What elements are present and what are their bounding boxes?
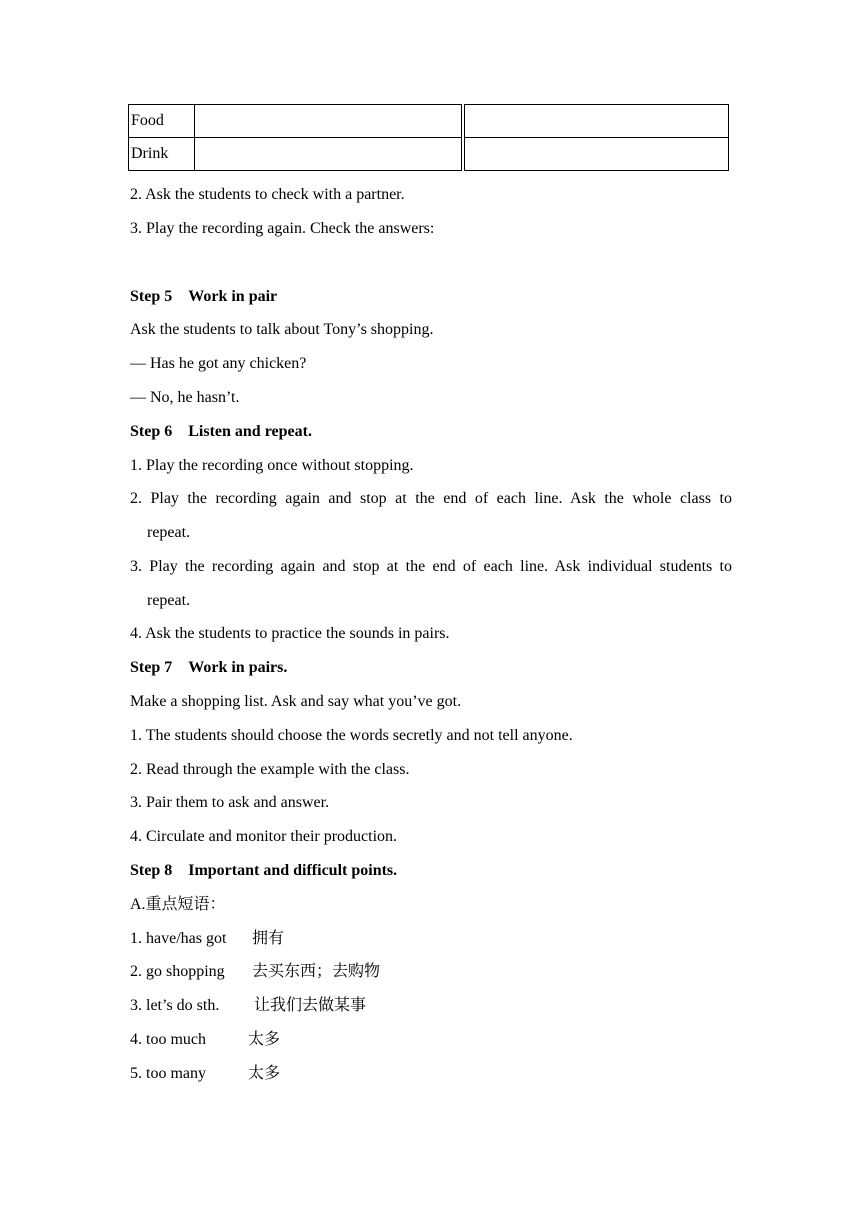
paragraph-line: A.重点短语： — [130, 896, 226, 913]
step-heading: Step 8 Important and difficult points. — [130, 862, 398, 879]
paragraph-line: Make a shopping list. Ask and say what you’ve got. — [130, 693, 462, 710]
paragraph-line: Ask the students to talk about Tony’s shopping. — [130, 321, 434, 338]
table-row — [129, 105, 729, 138]
phrase-chinese: 让我们去做某事 — [254, 997, 367, 1014]
table-row — [129, 138, 729, 171]
phrase-chinese: 拥有 — [252, 930, 285, 947]
phrase-chinese: 太多 — [248, 1065, 281, 1082]
phrase-english: 2. go shopping — [130, 963, 225, 980]
table-cell — [195, 138, 463, 171]
table-cell — [463, 138, 729, 171]
table-cell — [463, 105, 729, 138]
phrase-english: 4. too much — [130, 1031, 206, 1048]
paragraph-line: 3. Play the recording again. Check the answers: — [130, 220, 435, 237]
paragraph-line: — Has he got any chicken? — [130, 355, 307, 372]
paragraph-line: 2. Read through the example with the class. — [130, 761, 410, 778]
food-drink-table — [128, 104, 729, 171]
paragraph-line: — No, he hasn’t. — [130, 389, 240, 406]
paragraph-line: 1. Play the recording once without stopping. — [130, 457, 414, 474]
table-row-label: Drink — [129, 138, 195, 171]
paragraph-line: 4. Ask the students to practice the sounds in pairs. — [130, 625, 450, 642]
paragraph-line: 2. Ask the students to check with a partner. — [130, 186, 405, 203]
step-heading: Step 7 Work in pairs. — [130, 659, 288, 676]
paragraph-line: repeat. — [147, 524, 191, 541]
phrase-english: 1. have/has got — [130, 930, 227, 947]
paragraph-line: repeat. — [147, 592, 191, 609]
paragraph-line: 2. Play the recording again and stop at the end of each line. Ask the whole class to — [130, 490, 732, 507]
step-heading: Step 6 Listen and repeat. — [130, 423, 312, 440]
paragraph-line: 3. Pair them to ask and answer. — [130, 794, 330, 811]
phrase-english: 5. too many — [130, 1065, 206, 1082]
paragraph-line: 3. Play the recording again and stop at the end of each line. Ask individual students to — [130, 558, 732, 575]
paragraph-line: 1. The students should choose the words secretly and not tell anyone. — [130, 727, 573, 744]
table-row-label: Food — [129, 105, 195, 138]
paragraph-line: 4. Circulate and monitor their production. — [130, 828, 398, 845]
table-cell — [195, 105, 463, 138]
phrase-chinese: 去买东西；去购物 — [252, 963, 381, 980]
phrase-english: 3. let’s do sth. — [130, 997, 220, 1014]
step-heading: Step 5 Work in pair — [130, 288, 278, 305]
phrase-chinese: 太多 — [248, 1031, 281, 1048]
